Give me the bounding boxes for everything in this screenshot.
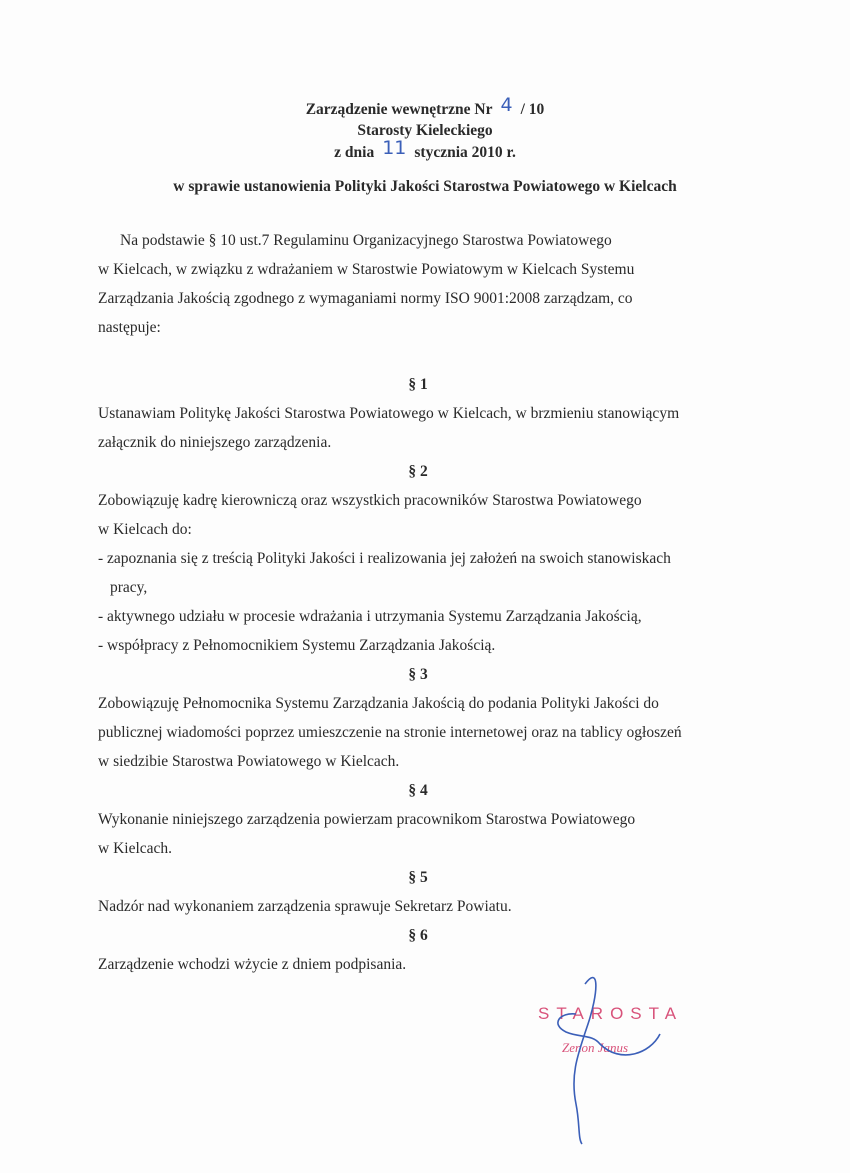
preamble-line: następuje:	[98, 319, 161, 336]
section-5-line: Nadzór nad wykonaniem zarządzenia sprawuje Sekretarz Powiatu.	[98, 898, 512, 915]
date-prefix: z dnia	[334, 144, 375, 161]
official-stamp	[530, 1002, 770, 1162]
ordinance-number-handwritten: 4	[500, 94, 513, 116]
document-body	[98, 226, 738, 979]
section-1-line: załącznik do niniejszego zarządzenia.	[98, 434, 332, 451]
preamble-line: w Kielcach, w związku z wdrażaniem w Starostwie Powiatowym w Kielcach Systemu	[98, 261, 635, 278]
section-3-line: w siedzibie Starostwa Powiatowego w Kielcach.	[98, 753, 400, 770]
section-2-list-item: - współpracy z Pełnomocnikiem Systemu Zarządzania Jakością.	[98, 637, 496, 654]
section-mark-4: § 4	[408, 782, 428, 799]
section-3-line: Zobowiązuję Pełnomocnika Systemu Zarządzania Jakością do podania Polityki Jakości do	[98, 695, 659, 712]
section-2-list-item: - aktywnego udziału w procesie wdrażania i utrzymania Systemu Zarządzania Jakością,	[98, 608, 642, 625]
section-2-list-item-cont: pracy,	[110, 579, 148, 596]
section-2-list-item: - zapoznania się z treścią Polityki Jakości i realizowania jej założeń na swoich stanowiskach	[98, 550, 671, 567]
stamp-title: STAROSTA	[538, 1004, 684, 1023]
section-mark-3: § 3	[408, 666, 428, 683]
section-mark-6: § 6	[408, 927, 428, 944]
section-6-line: Zarządzenie wchodzi wżycie z dniem podpisania.	[98, 956, 407, 973]
date-day-handwritten: 11	[382, 137, 407, 159]
preamble-line: Zarządzania Jakością zgodnego z wymaganiami normy ISO 9001:2008 zarządzam, co	[98, 290, 633, 307]
section-3-line: publicznej wiadomości poprzez umieszczenie na stronie internetowej oraz na tablicy ogłoszeń	[98, 724, 682, 741]
section-4-line: w Kielcach.	[98, 840, 173, 857]
section-4-line: Wykonanie niniejszego zarządzenia powierzam pracownikom Starostwa Powiatowego	[98, 811, 636, 828]
section-2-line: Zobowiązuję kadrę kierowniczą oraz wszystkich pracowników Starostwa Powiatowego	[98, 492, 642, 509]
section-mark-2: § 2	[408, 463, 428, 480]
document-subject: w sprawie ustanowienia Polityki Jakości Starostwa Powiatowego w Kielcach	[173, 178, 677, 195]
section-mark-5: § 5	[408, 869, 428, 886]
preamble-line: Na podstawie § 10 ust.7 Regulaminu Organizacyjnego Starostwa Powiatowego	[120, 232, 612, 249]
ordinance-title: Zarządzenie wewnętrzne Nr	[305, 101, 493, 118]
section-2-line: w Kielcach do:	[98, 521, 192, 538]
section-mark-1: § 1	[408, 376, 428, 393]
section-1-line: Ustanawiam Politykę Jakości Starostwa Powiatowego w Kielcach, w brzmieniu stanowiącym	[98, 405, 680, 422]
date-month-year: stycznia 2010 r.	[414, 144, 516, 161]
handwritten-signature	[530, 954, 730, 1154]
header-line-3	[0, 137, 850, 163]
issuer: Starosty Kieleckiego	[357, 122, 493, 139]
ordinance-year: / 10	[520, 101, 545, 118]
header-line-1	[0, 94, 850, 120]
document-header	[0, 94, 850, 163]
stamp-name: Zenon Janus	[562, 1040, 629, 1055]
